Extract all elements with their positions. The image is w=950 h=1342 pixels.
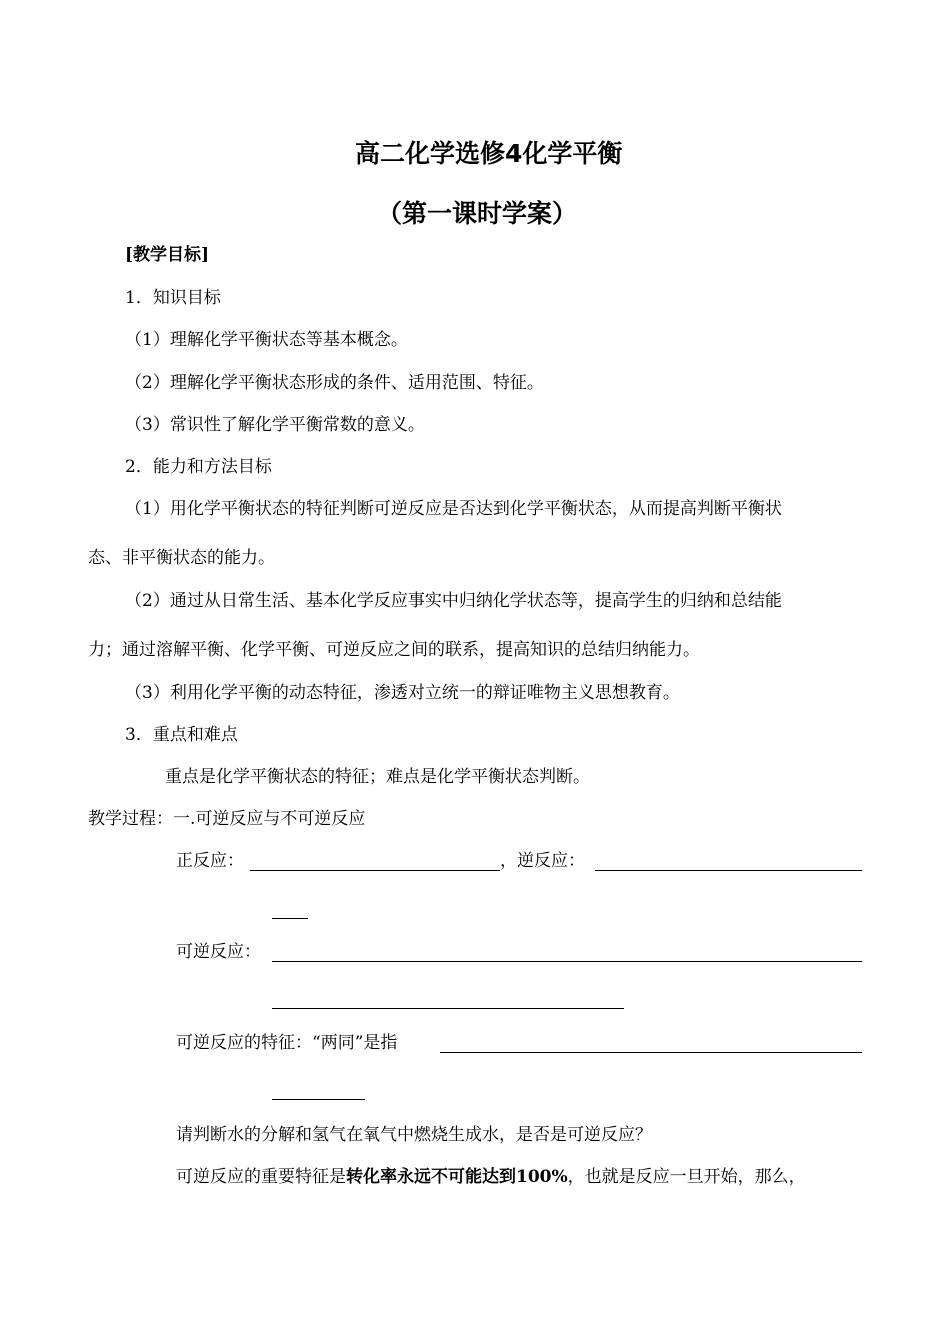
reverse-reaction-blank-cont[interactable] — [272, 900, 308, 919]
ability-item-3: （3）利用化学平衡的动态特征，渗透对立统一的辩证唯物主义思想教育。 — [125, 683, 680, 703]
ability-heading: 2．能力和方法目标 — [125, 457, 272, 477]
forward-reaction-label: 正反应： — [176, 851, 244, 871]
ability-item-1-line-1: （1）用化学平衡状态的特征判断可逆反应是否达到化学平衡状态，从而提高判断平衡状 — [125, 499, 782, 519]
reversible-reaction-label: 可逆反应： — [176, 942, 261, 962]
objectives-heading: [教学目标] — [125, 245, 210, 265]
knowledge-item-2: （2）理解化学平衡状态形成的条件、适用范围、特征。 — [125, 373, 544, 393]
reversible-reaction-blank[interactable] — [272, 943, 862, 962]
knowledge-item-3: （3）常识性了解化学平衡常数的意义。 — [125, 415, 425, 435]
knowledge-item-1: （1）理解化学平衡状态等基本概念。 — [125, 330, 408, 350]
reversible-features-label: 可逆反应的特征：“两同”是指 — [176, 1033, 398, 1053]
key-points-heading: 3．重点和难点 — [125, 725, 238, 745]
key-points-text: 重点是化学平衡状态的特征；难点是化学平衡状态判断。 — [165, 767, 590, 787]
ability-item-2-line-1: （2）通过从日常生活、基本化学反应事实中归纳化学状态等，提高学生的归纳和总结能 — [125, 591, 782, 611]
important-feature-line — [176, 1166, 806, 1188]
reversible-features-blank-cont[interactable] — [272, 1081, 365, 1100]
question-text: 请判断水的分解和氢气在氧气中燃烧生成水，是否是可逆反应？ — [176, 1125, 652, 1145]
important-prefix: 可逆反应的重要特征是 — [176, 1167, 346, 1187]
ability-item-1-line-2: 态、非平衡状态的能力。 — [88, 548, 275, 568]
important-bold-text: 转化率永远不可能达到100% — [346, 1167, 568, 1187]
reverse-reaction-label: ，逆反应： — [500, 851, 585, 871]
knowledge-heading: 1．知识目标 — [125, 288, 221, 308]
important-suffix: ，也就是反应一旦开始，那么， — [567, 1167, 806, 1187]
reversible-reaction-blank-cont[interactable] — [272, 990, 624, 1009]
page-subtitle: （第一课时学案） — [377, 199, 578, 228]
reversible-features-blank[interactable] — [440, 1034, 862, 1053]
forward-reaction-blank[interactable] — [250, 852, 500, 871]
ability-item-2-line-2: 力；通过溶解平衡、化学平衡、可逆反应之间的联系，提高知识的总结归纳能力。 — [88, 640, 700, 660]
page-title: 高二化学选修4化学平衡 — [355, 139, 623, 168]
reverse-reaction-blank[interactable] — [595, 852, 862, 871]
process-heading: 教学过程：一.可逆反应与不可逆反应 — [88, 809, 366, 829]
